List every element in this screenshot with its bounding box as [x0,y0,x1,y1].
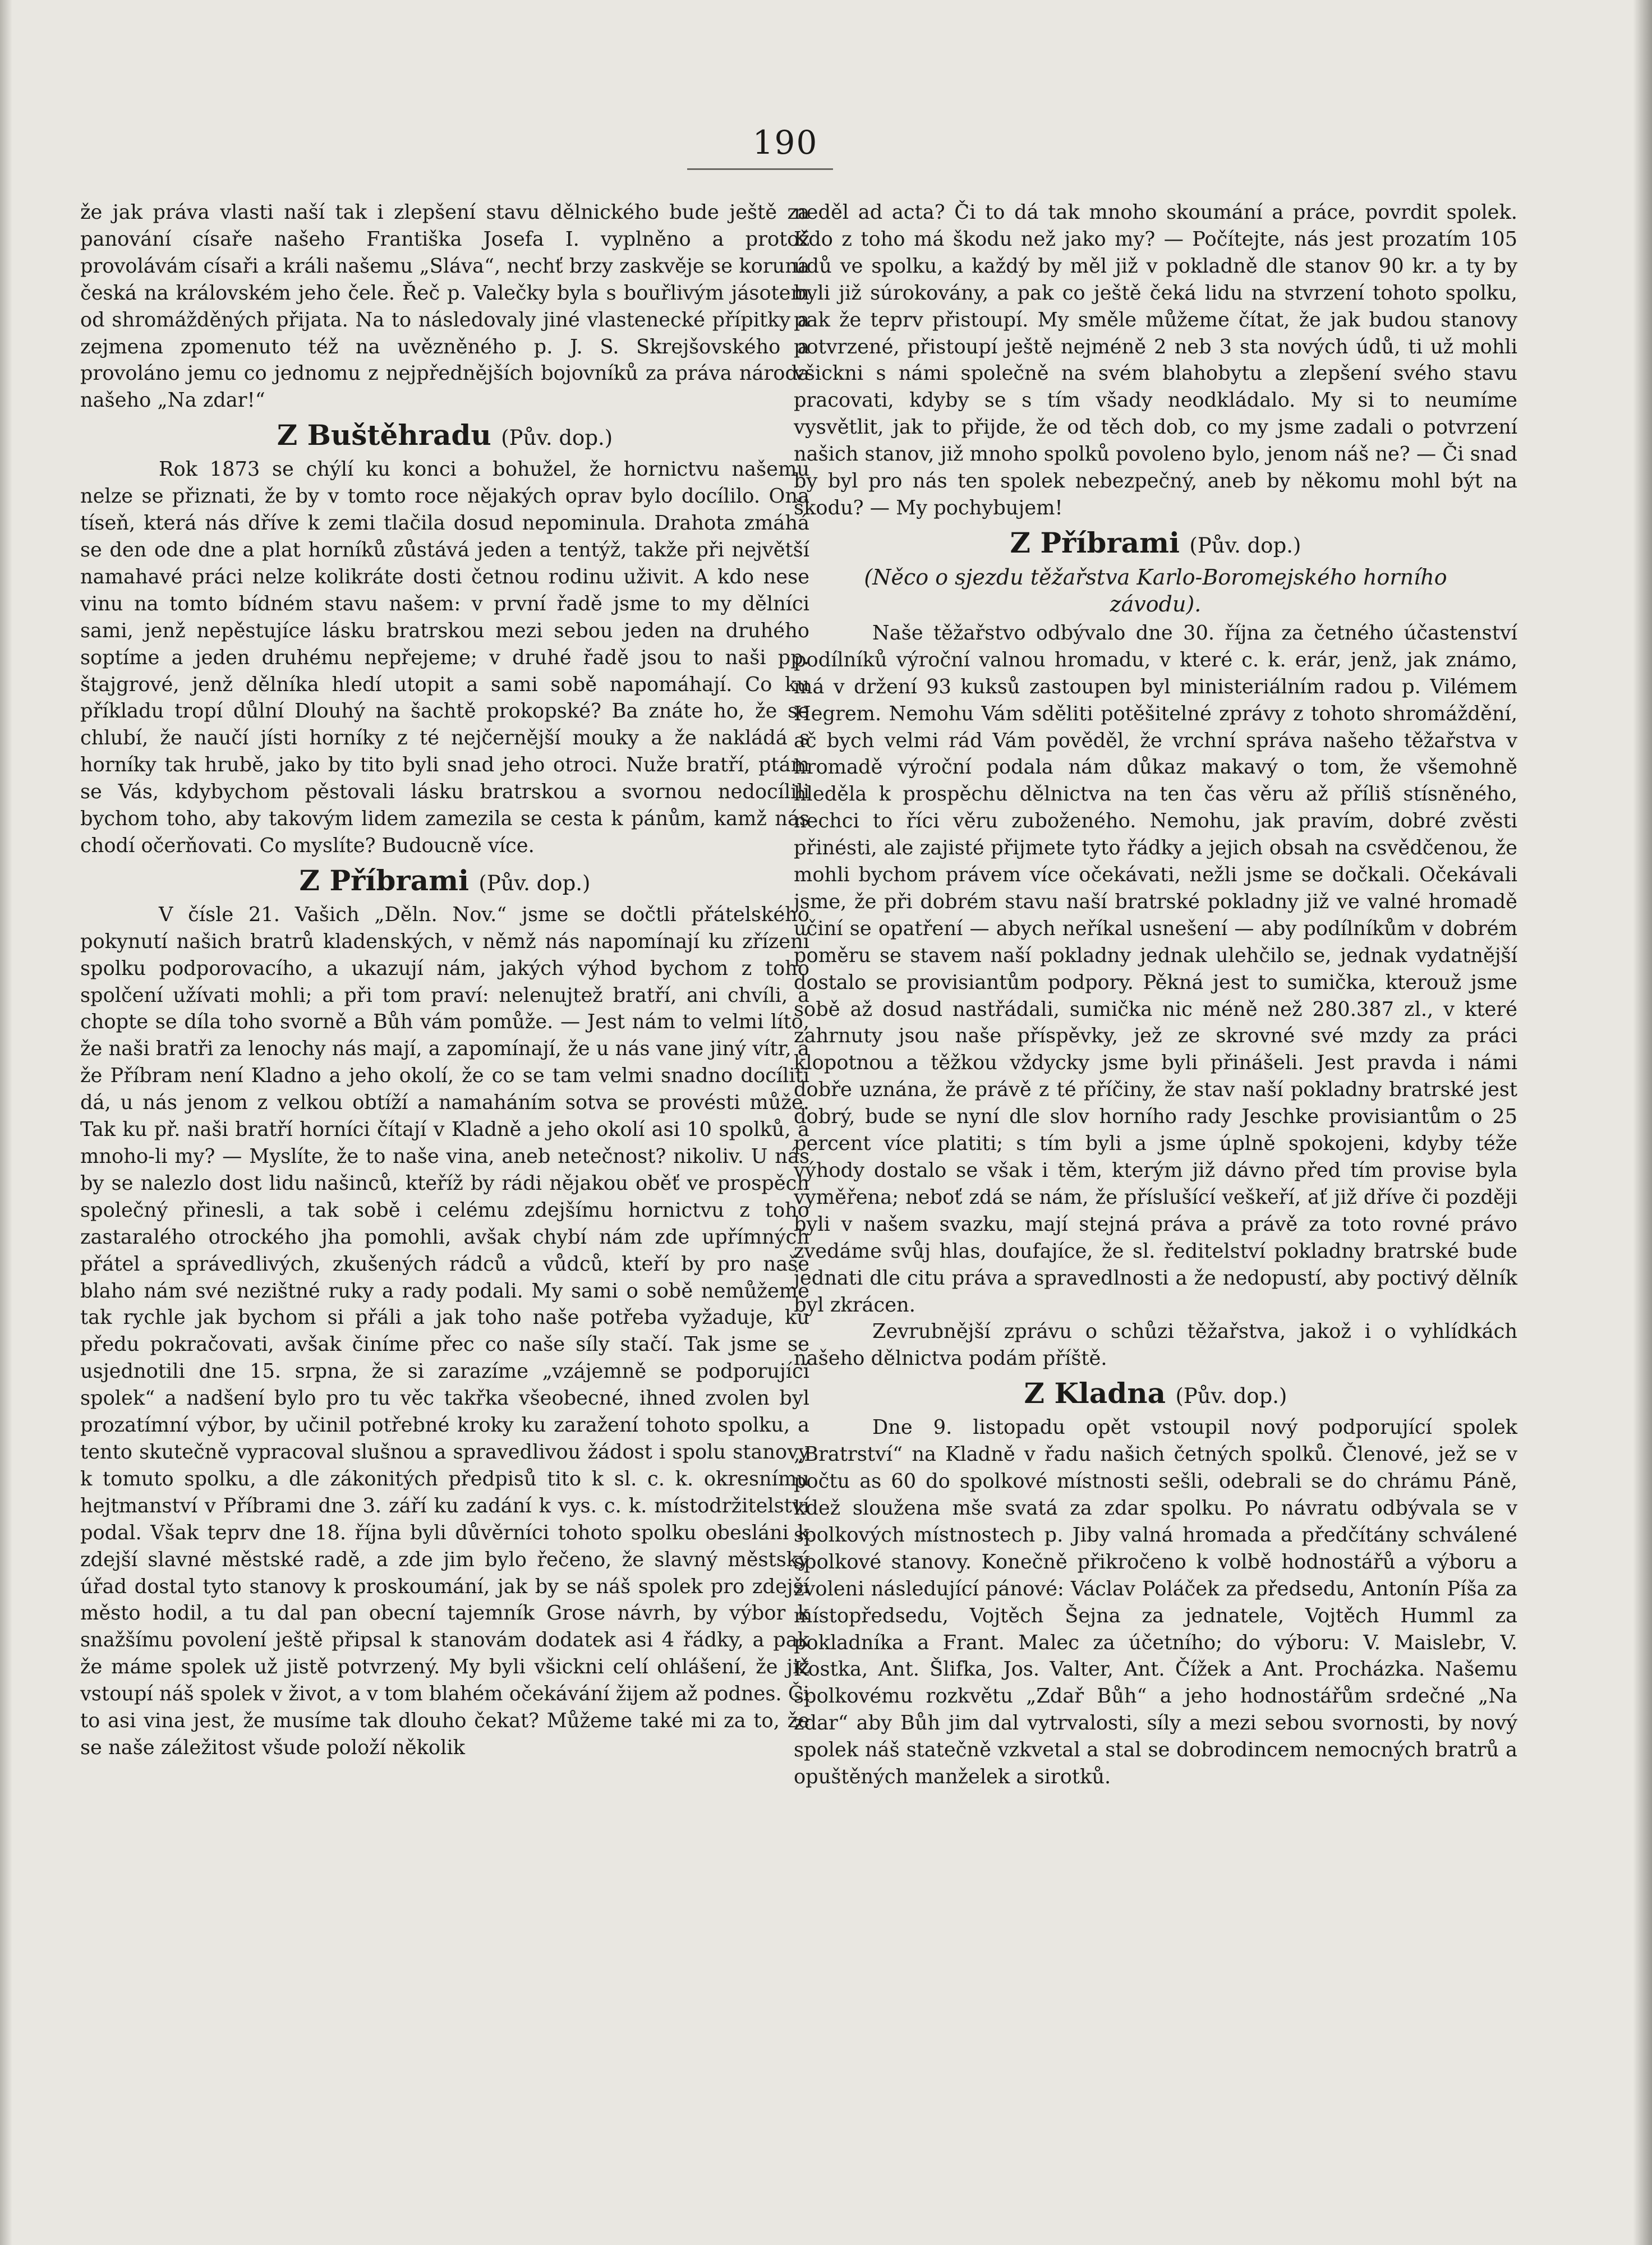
heading-note: (Pův. dop.) [478,871,591,895]
page-number: 190 [752,123,818,162]
article-paragraph: V čísle 21. Vašich „Děln. Nov.“ jsme se dočtli přátelského pokynutí našich bratrů kladenských, v němž nás napomínají ku zřízení spolku podporovacího, a ukazují nám, jakých výhod bychom z toho spolčení užívati mohli; a při tom praví: nelenujtež bratří, ani chvíli, a chopte se díla toho svorně a Bůh vám pomůže. — Jest nám to velmi líto, že naši bratři za lenochy nás mají, a zapomínají, že u nás vane jiný vítr, a že Příbram není Kladno a jeho okolí, že co se tam velmi snadno docíliti dá, u nás jenom z velkou obtíží a namaháním sotva se provésti může. Tak ku př. naši bratří horníci čítají v Kladně a jeho okolí asi 10 spolků, a mnoho-li my? — Myslíte, že to naše vina, aneb netečnost? nikoliv. U nás by se nalezlo dost lidu našinců, kteříž by rádi nějakou oběť ve prospěch společný přinesli, a tak sobě i celému zdejšímu hornictvu z toho zastaralého otrockého jha pomohli, avšak chybí nám zde upřímných přátel a správedlivých, zkušených rádců a vůdců, kteří by pro naše blaho nám své nezištné ruky a rady podali. My sami o sobě nemůžeme tak rychle jak bychom si přáli a jak toho naše potřeba vyžaduje, ku předu pokračovati, avšak činíme přec co naše síly stačí. Tak jsme se usjednotili dne 15. srpna, že si zarazíme „vzájemně se podporující spolek“ a nadšení bylo pro tu věc takřka všeobecné, ihned zvolen byl prozatímní výbor, by učinil potřebné kroky ku zaražení tohoto spolku, a tento skutečně vypracoval slušnou a spravedlivou žádost i spolu stanovy k tomuto spolku, a dle zákonitých předpisů tito k sl. c. k. okresnímu hejtmanství v Příbrami dne 3. září ku zadání k vys. c. k. místodržitelství podal. Však teprv dne 18. října byli důvěrníci tohoto spolku obesláni k zdejší slavné městské radě, a zde jim bylo řečeno, že slavný městský úřad dostal tyto stanovy k proskoumání, jak by se náš spolek pro zdejší město hodil, a tu dal pan obecní tajemník Grose návrh, by výbor k snažšímu povolení ještě připsal k stanovám dodatek asi 4 řádky, a pak že máme spolek už jistě potvrzený. My byli všickni celí ohlášení, že již vstoupí náš spolek v život, a v tom blahém očekávání žijem až podnes. Či to asi vina jest, že musíme tak dlouho čekat? Můžeme také mi za to, že se naše záležitost všude položí několik [80,903,809,1759]
article-paragraph: že jak práva vlasti naší tak i zlepšení stavu dělnického bude ještě za panování císaře našeho Františka Josefa I. vyplněno a protož provolávám císaři a králi našemu „Sláva“, nechť brzy zaskvěje se koruna česká na královském jeho čele. Řeč p. Valečky byla s bouřlivým jásotem od shromážděných přijata. Na to následovaly jiné vlastenecké přípitky a zejmena zpomenuto též na uvězněného p. J. S. Skrejšovského a provoláno jemu co jednomu z nejpřednějších bojovníků za práva národa našeho „Na zdar!“ [80,201,809,412]
left-column [80,199,809,1761]
article-paragraph: Zevrubnější zprávu o schůzi těžařstva, jakož i o vyhlídkách našeho dělnictva podám příště. [794,1320,1517,1370]
heading-note: (Pův. dop.) [501,426,613,450]
article-paragraph: Naše těžařstvo odbývalo dne 30. října za četného účastenství podílníků výroční valnou hromadu, v které c. k. erár, jenž, jak známo, má v držení 93 kuksů zastoupen byl ministeriálním radou p. Vilémem Hegrem. Nemohu Vám sděliti potěšitelné zprávy z tohoto shromáždění, ač bych velmi rád Vám pověděl, že vrchní správa našeho těžařstva v hromadě výroční podala nám důkaz makavý o tom, že všemohně hleděla k prospěchu dělnictva na ten čas věru až příliš stísněného, nechci to říci věru zuboženého. Nemohu, jak pravím, dobré zvěsti přinésti, ale zajisté přijmete tyto řádky a jejich obsah na csvědčenou, že mohli bychom právem více očekávati, nežli jsme se dočkali. Očekávali jsme, že při dobrém stavu naší bratrské pokladny již ve valné hromadě učiní se opatření — abych neříkal usnešení — aby podílníkům v dobrém poměru se stavem naší pokladny jednak ulehčilo se, jednak vydatnější dostalo se provisiantům podpory. Pěkná jest to sumička, kterouž jsme sobě až dosud nastřádali, sumička nic méně než 280.387 zl., v které zahrnuty jsou naše příspěvky, jež ze skrovné své mzdy za práci klopotnou a těžkou vždycky jsme byli přinášeli. Jest pravda i námi dobře uznána, že právě z té příčiny, že stav naší pokladny bratrské jest dobrý, bude se nyní dle slov horního rady Jeschke provisiantům o 25 percent více platiti; s tím byli a jsme úplně spokojeni, kdyby téže výhody dostalo se však i těm, kterým již dávno před tím provise byla vyměřena; neboť zdá se nám, že příslušící veškeří, ať již dříve či později byli v našem svazku, mají stejná práva a právě za toto rovné právo zvedáme svůj hlas, doufajíce, že sl. ředitelství pokladny bratrské bude jednati dle citu práva a spravedlnosti a že nedopustí, aby poctivý dělník byl zkrácen. [794,621,1517,1317]
heading-note: (Pův. dop.) [1175,1384,1287,1409]
section-heading [80,864,809,900]
right-column [794,199,1517,1791]
section-heading [794,1377,1517,1413]
heading-title: Z Příbrami [299,863,469,897]
section-heading [80,418,809,455]
section-subheading: (Něco o sjezdu těžařstva Karlo-Boromejského horního závodu). [864,564,1447,617]
heading-title: Z Kladna [1024,1377,1166,1410]
article-paragraph: Dne 9. listopadu opět vstoupil nový podporující spolek „Bratrství“ na Kladně v řadu našich četných spolků. Členové, jež se v počtu as 60 do spolkové místnosti sešli, odebrali se do chrámu Páně, kdež sloužena mše svatá za zdar spolku. Po návratu odbývala se v spolkových místnostech p. Jiby valná hromada a předčítány schválené spolkové stanovy. Konečně přikročeno k volbě hodnostářů a výboru a zvoleni následující pánové: Václav Poláček za předsedu, Antonín Píša za místopředsedu, Vojtěch Šejna za jednatele, Vojtěch Humml za pokladníka a Frant. Malec za účetního; do výboru: V. Maislebr, V. Kostka, Ant. Šlifka, Jos. Valter, Ant. Čížek a Ant. Procházka. Našemu spolkovému rozkvětu „Zdař Bůh“ a jeho hodnostářům srdečné „Na zdar“ aby Bůh jim dal vytrvalosti, síly a mezi sebou svornosti, by nový spolek náš statečně vzkvetal a stal se dobrodincem nemocných bratrů a opuštěných manželek a sirotků. [794,1416,1517,1789]
page-shadow-right [1633,0,1652,2245]
article-paragraph: Rok 1873 se chýlí ku konci a bohužel, že hornictvu našemu nelze se přiznati, že by v tomto roce nějakých oprav bylo docílilo. Ona tíseň, která nás dříve k zemi tlačila dosud nepominula. Drahota zmáhá se den ode dne a plat horníků zůstává jeden a tentýž, takže při největší namahavé práci nelze kolikráte dosti četnou rodinu uživit. A kdo nese vinu na tomto bídném stavu našem: v první řadě jsme to my dělníci sami, jenž nepěstujíce lásku bratrskou mezi sebou jeden na druhého soptíme a jeden druhému nepřejeme; v druhé řadě jsou to naši pp. štajgrové, jenž dělníka hledí utopit a sami sobě napomáhají. Co ku příkladu tropí důlní Dlouhý na šachtě prokopské? Ba znáte ho, že se chlubí, že naučí jísti horníky z té nejčernější mouky a že nakládá s horníky tak hrubě, jako by tito byli snad jeho otroci. Nuže bratří, ptám se Vás, kdybychom pěstovali lásku bratrskou a svornou nedocílili bychom toho, aby takovým lidem zamezila se cesta k pánům, kamž nás chodí očerňovati. Co myslíte? Budoucně více. [80,458,809,857]
article-paragraph: neděl ad acta? Či to dá tak mnoho skoumání a práce, povrdit spolek. Kdo z toho má škodu než jako my? — Počítejte, nás jest prozatím 105 údů ve spolku, a každý by měl již v pokladně dle stanov 90 kr. a ty by byli již súrokovány, a pak co ještě čeká lidu na stvrzení tohoto spolku, pak že teprv přistoupí. My směle můžeme čítat, že jak budou stanovy potvrzené, přistoupí ještě nejméně 2 neb 3 sta nových údů, ti už mohli všickni s námi společně na svém blahobytu a zlepšení svého stavu pracovati, kdyby se s tím všady neodkládalo. My si to neumíme vysvětlit, jak to přijde, že od těch dob, co my jsme zadali o potvrzení našich stanov, již mnoho spolků povoleno bylo, jenom náš ne? — Či snad by byl pro nás ten spolek nebezpečný, aneb by někomu mohl být na škodu? — My pochybujem! [794,201,1517,519]
section-heading [794,526,1517,563]
heading-title: Z Buštěhradu [277,418,491,452]
page-shadow-left [0,0,12,2245]
header-rule [687,168,833,170]
heading-title: Z Příbrami [1010,526,1180,559]
heading-note: (Pův. dop.) [1189,533,1301,558]
